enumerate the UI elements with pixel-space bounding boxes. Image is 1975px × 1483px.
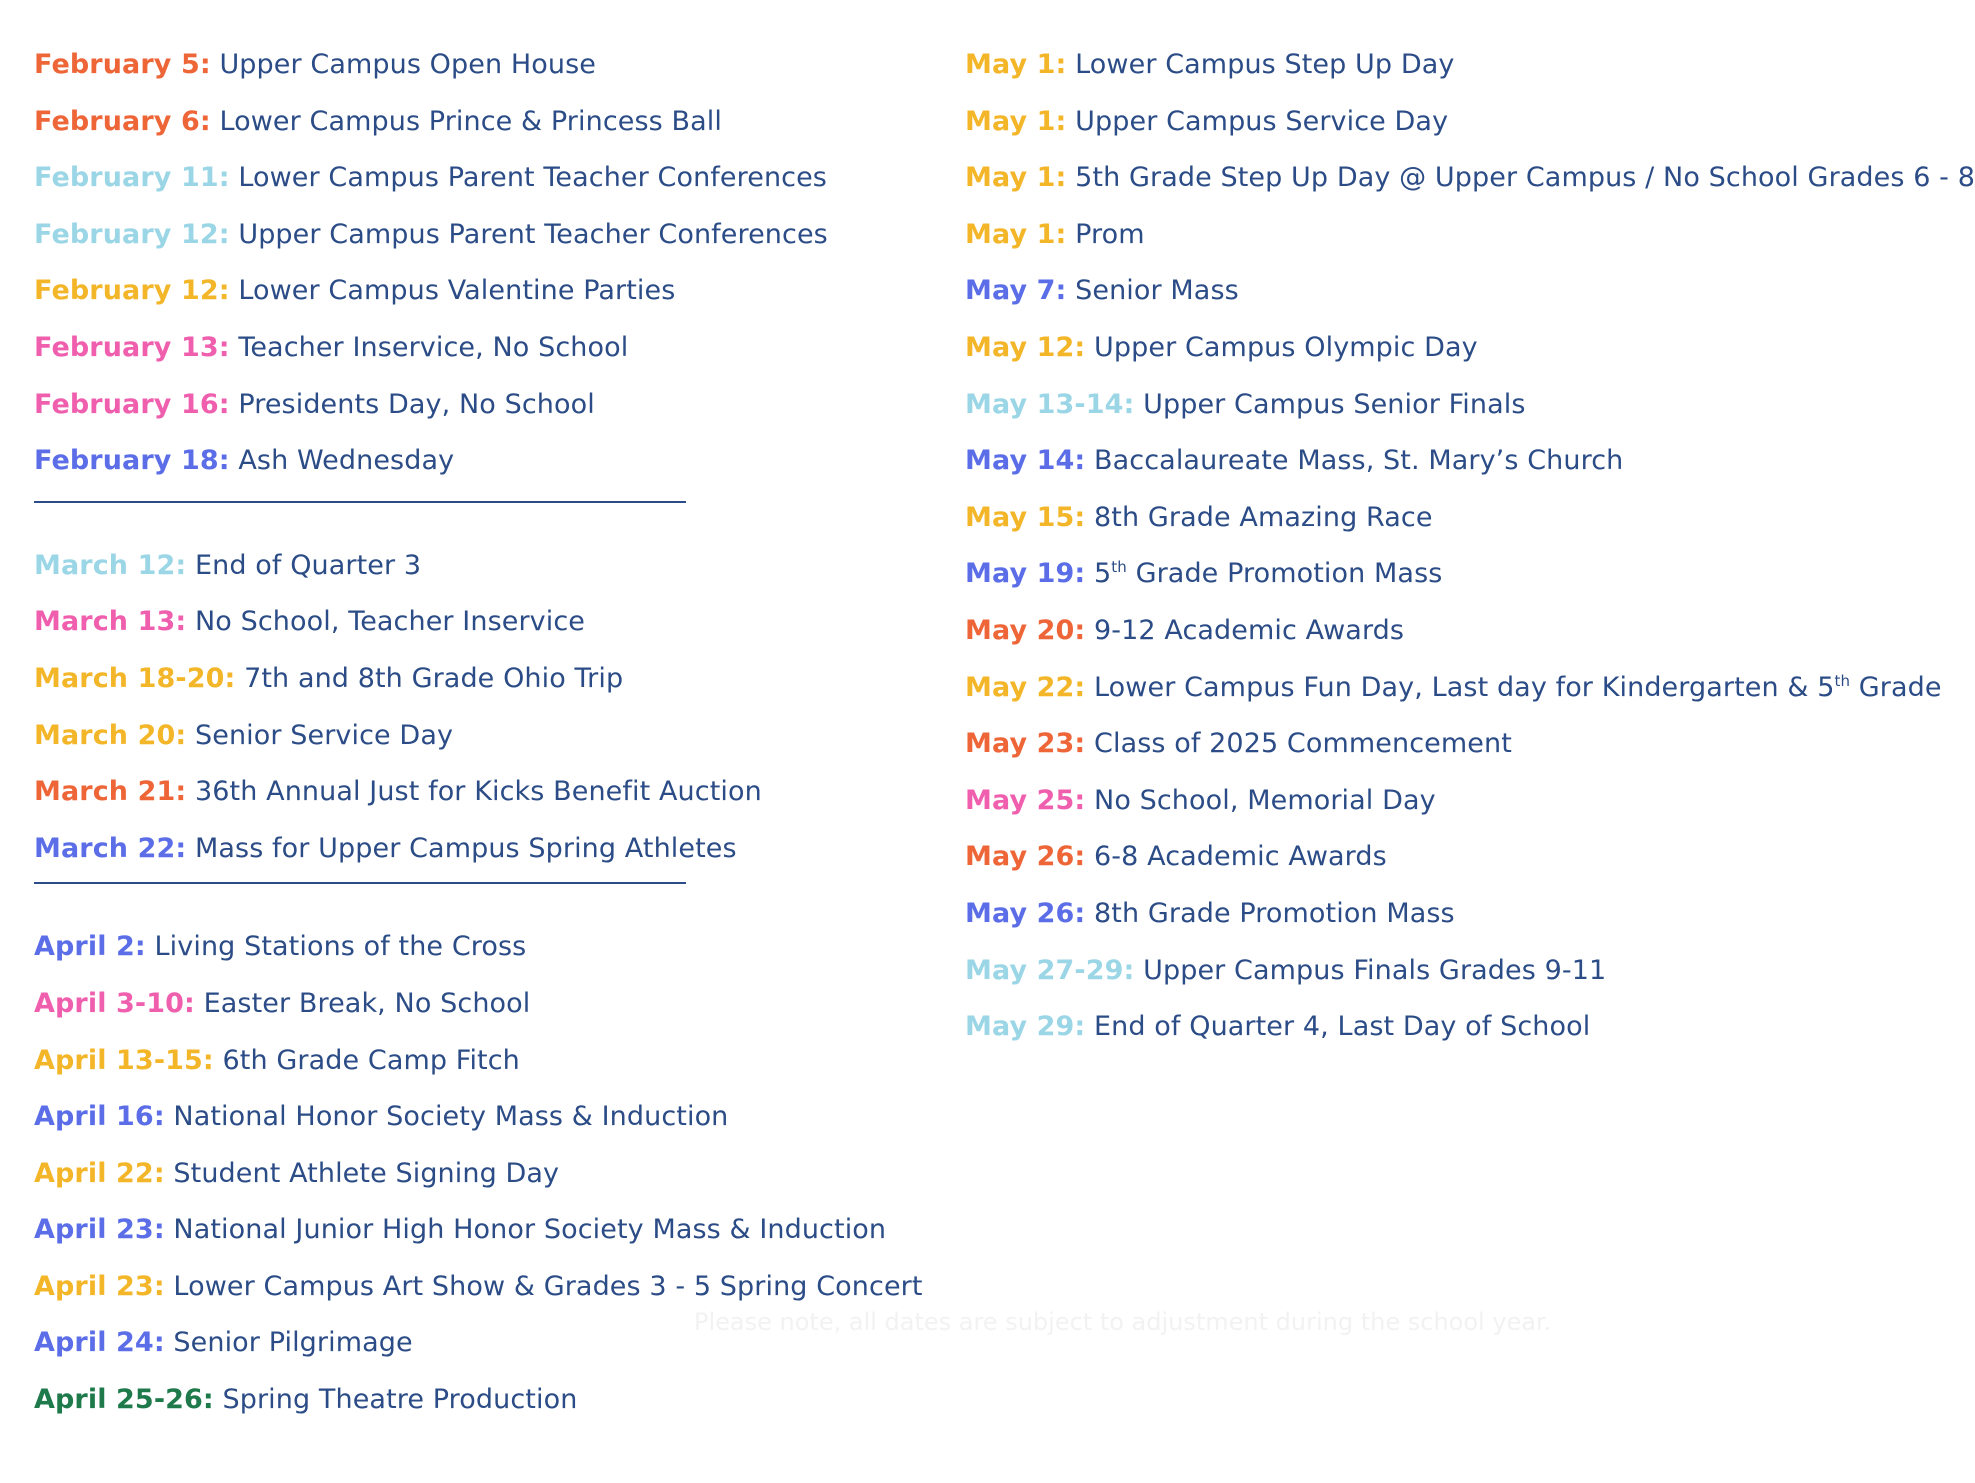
event-description <box>219 49 596 80</box>
event-item <box>34 830 934 887</box>
event-description-text: 6th Grade Camp Fitch <box>222 1044 520 1076</box>
event-description-text: Upper Campus Olympic Day <box>1094 331 1478 363</box>
event-item <box>34 985 934 1042</box>
event-description-text: 36th Annual Just for Kicks Benefit Auction <box>195 776 762 808</box>
event-item <box>34 1098 934 1155</box>
event-description-text: Upper Campus Open House <box>219 49 596 80</box>
event-date: April 3-10: <box>34 987 195 1019</box>
event-description <box>195 833 737 864</box>
event-description-text: Presidents Day, No School <box>238 388 595 420</box>
event-date: February 13: <box>34 331 230 363</box>
event-description <box>173 1327 412 1358</box>
event-description-text: Spring Theatre Production <box>222 1384 578 1416</box>
event-date: April 2: <box>34 931 146 963</box>
event-date: May 7: <box>965 275 1067 307</box>
event-description-text: 9-12 Academic Awards <box>1094 614 1405 646</box>
section-divider <box>34 882 686 884</box>
event-date: March 20: <box>34 719 187 751</box>
event-description <box>195 550 421 581</box>
event-date: May 26: <box>965 897 1086 929</box>
event-date: April 23: <box>34 1270 165 1302</box>
event-description-text: Class of 2025 Commencement <box>1094 728 1512 760</box>
event-date: May 12: <box>965 331 1086 363</box>
event-description <box>244 663 623 694</box>
event-description <box>1094 1011 1590 1042</box>
event-description <box>1094 615 1404 646</box>
event-date: May 26: <box>965 841 1086 873</box>
event-description-text: Upper Campus Senior Finals <box>1143 388 1526 420</box>
event-item <box>34 773 934 830</box>
event-description-text: Grade <box>1850 671 1942 703</box>
event-description-text: Living Stations of the Cross <box>154 931 527 963</box>
event-date: May 15: <box>965 501 1086 533</box>
event-description <box>1094 728 1512 759</box>
event-description <box>173 1271 922 1302</box>
event-description-text: Lower Campus Art Show & Grades 3 - 5 Spring Concert <box>173 1270 923 1302</box>
left-column <box>34 46 934 1438</box>
event-description <box>155 931 527 962</box>
event-date: May 23: <box>965 728 1086 760</box>
event-item <box>34 159 934 216</box>
event-item <box>965 499 1915 556</box>
event-description-text: Grade Promotion Mass <box>1126 558 1443 590</box>
event-description <box>1094 672 1942 703</box>
month-group <box>34 547 934 887</box>
event-description-text: Lower Campus Step Up Day <box>1075 49 1455 80</box>
event-item <box>34 46 934 103</box>
event-description-text: Senior Pilgrimage <box>173 1327 413 1359</box>
event-item <box>965 725 1915 782</box>
event-description-text: Lower Campus Parent Teacher Conferences <box>238 162 827 194</box>
event-date: February 11: <box>34 162 230 194</box>
event-date: April 13-15: <box>34 1044 214 1076</box>
event-item <box>965 159 1975 216</box>
event-description <box>238 275 675 306</box>
event-item <box>34 928 934 985</box>
event-date: February 16: <box>34 388 230 420</box>
event-description <box>1094 785 1436 816</box>
event-description <box>173 1101 728 1132</box>
event-description-text: 8th Grade Promotion Mass <box>1094 897 1455 929</box>
event-item <box>965 442 1915 499</box>
event-description <box>173 1158 559 1189</box>
event-description <box>238 219 828 250</box>
event-description-text: No School, Teacher Inservice <box>195 606 586 638</box>
event-date: April 25-26: <box>34 1384 214 1416</box>
event-date: March 13: <box>34 606 187 638</box>
event-date: May 22: <box>965 671 1086 703</box>
event-date: February 12: <box>34 275 230 307</box>
event-item <box>965 216 1915 273</box>
event-description <box>1075 275 1239 306</box>
event-item <box>965 669 1942 726</box>
event-item <box>34 272 934 329</box>
event-description-text: Prom <box>1075 218 1145 250</box>
event-description <box>1075 49 1454 80</box>
event-date: May 27-29: <box>965 954 1135 986</box>
event-description <box>1075 162 1975 193</box>
event-description-text: 5 <box>1094 558 1112 590</box>
event-date: May 25: <box>965 784 1086 816</box>
event-description-text: National Junior High Honor Society Mass & Induction <box>173 1214 887 1246</box>
event-description-text: Lower Campus Fun Day, Last day for Kindergarten & 5 <box>1094 671 1835 703</box>
event-date: May 1: <box>965 49 1067 80</box>
event-description-text: 5th Grade Step Up Day @ Upper Campus / No School Grades 6 - 8 <box>1075 162 1975 194</box>
event-item <box>34 717 934 774</box>
event-description-text: Ash Wednesday <box>238 445 455 477</box>
ordinal-suffix: th <box>1834 671 1851 690</box>
event-item <box>34 386 934 443</box>
event-description-text: Upper Campus Parent Teacher Conferences <box>238 218 828 250</box>
event-date: May 1: <box>965 105 1067 137</box>
event-date: May 13-14: <box>965 388 1135 420</box>
event-description-text: 6-8 Academic Awards <box>1094 841 1387 873</box>
event-description-text: Upper Campus Finals Grades 9-11 <box>1143 954 1607 986</box>
event-date: May 19: <box>965 558 1086 590</box>
event-description <box>195 606 585 637</box>
disclaimer-note: Please note, all dates are subject to adjustment during the school year. <box>694 1308 1552 1336</box>
event-description <box>219 106 722 137</box>
event-item <box>34 660 934 717</box>
section-divider <box>34 501 686 503</box>
event-description-text: Lower Campus Valentine Parties <box>238 275 676 307</box>
event-item <box>965 1008 1915 1065</box>
event-item <box>965 329 1915 386</box>
event-date: April 16: <box>34 1101 165 1133</box>
event-item <box>34 329 934 386</box>
event-description-text: No School, Memorial Day <box>1094 784 1436 816</box>
event-item <box>34 603 934 660</box>
month-group <box>34 46 934 499</box>
event-description <box>223 1384 578 1415</box>
event-item <box>34 442 934 499</box>
event-description <box>238 332 628 363</box>
event-date: February 5: <box>34 49 211 80</box>
event-description <box>1094 332 1478 363</box>
event-description <box>238 162 827 193</box>
event-description <box>195 776 762 807</box>
event-item <box>965 782 1915 839</box>
event-date: March 18-20: <box>34 662 236 694</box>
event-date: March 22: <box>34 832 187 864</box>
ordinal-suffix: th <box>1111 558 1127 577</box>
event-item <box>34 1042 934 1099</box>
event-description-text: End of Quarter 4, Last Day of School <box>1094 1011 1591 1043</box>
event-description-text: National Honor Society Mass & Induction <box>173 1101 729 1133</box>
event-item <box>965 612 1915 669</box>
event-item <box>965 952 1915 1009</box>
event-item <box>965 46 1915 103</box>
event-description <box>173 1214 886 1245</box>
event-item <box>965 103 1915 160</box>
event-item <box>34 1155 934 1212</box>
event-description-text: Mass for Upper Campus Spring Athletes <box>195 832 737 864</box>
event-description-text: Baccalaureate Mass, St. Mary’s Church <box>1094 445 1624 477</box>
event-description <box>1094 841 1387 872</box>
event-description <box>204 988 531 1019</box>
event-date: April 24: <box>34 1327 165 1359</box>
event-date: April 22: <box>34 1157 165 1189</box>
event-date: February 12: <box>34 218 230 250</box>
event-description-text: Lower Campus Prince & Princess Ball <box>219 105 722 137</box>
event-description-text: End of Quarter 3 <box>195 549 422 581</box>
event-item <box>965 386 1915 443</box>
event-description <box>1075 106 1448 137</box>
event-date: February 6: <box>34 105 211 137</box>
event-description-text: Easter Break, No School <box>203 987 531 1019</box>
month-group <box>34 928 934 1437</box>
event-description <box>1094 445 1623 476</box>
event-description-text: 7th and 8th Grade Ohio Trip <box>244 662 624 694</box>
event-description <box>1075 219 1145 250</box>
event-description <box>1143 389 1525 420</box>
event-item <box>965 272 1915 329</box>
event-item <box>34 547 934 604</box>
event-item <box>34 216 934 273</box>
event-description-text: Student Athlete Signing Day <box>173 1157 560 1189</box>
event-item <box>34 1211 934 1268</box>
event-description <box>1094 898 1455 929</box>
event-description-text: 8th Grade Amazing Race <box>1094 501 1433 533</box>
event-description-text: Teacher Inservice, No School <box>238 331 629 363</box>
event-date: April 23: <box>34 1214 165 1246</box>
event-date: March 12: <box>34 549 187 581</box>
event-item <box>965 895 1915 952</box>
event-date: May 1: <box>965 162 1067 194</box>
event-date: May 29: <box>965 1011 1086 1043</box>
event-date: May 1: <box>965 218 1067 250</box>
event-description <box>195 720 453 751</box>
event-date: May 14: <box>965 445 1086 477</box>
event-description-text: Upper Campus Service Day <box>1075 105 1449 137</box>
event-item <box>34 103 934 160</box>
event-description-text: Senior Mass <box>1075 275 1239 307</box>
event-description <box>1143 955 1606 986</box>
event-description <box>1094 502 1433 533</box>
event-date: March 21: <box>34 776 187 808</box>
event-description-text: Senior Service Day <box>195 719 454 751</box>
event-description <box>1094 558 1442 589</box>
event-item <box>965 838 1915 895</box>
event-description <box>223 1045 520 1076</box>
event-description <box>238 445 454 476</box>
event-item <box>965 555 1915 612</box>
event-description <box>238 389 595 420</box>
right-column <box>965 46 1975 1065</box>
event-date: May 20: <box>965 614 1086 646</box>
event-item <box>34 1381 934 1438</box>
event-date: February 18: <box>34 445 230 477</box>
